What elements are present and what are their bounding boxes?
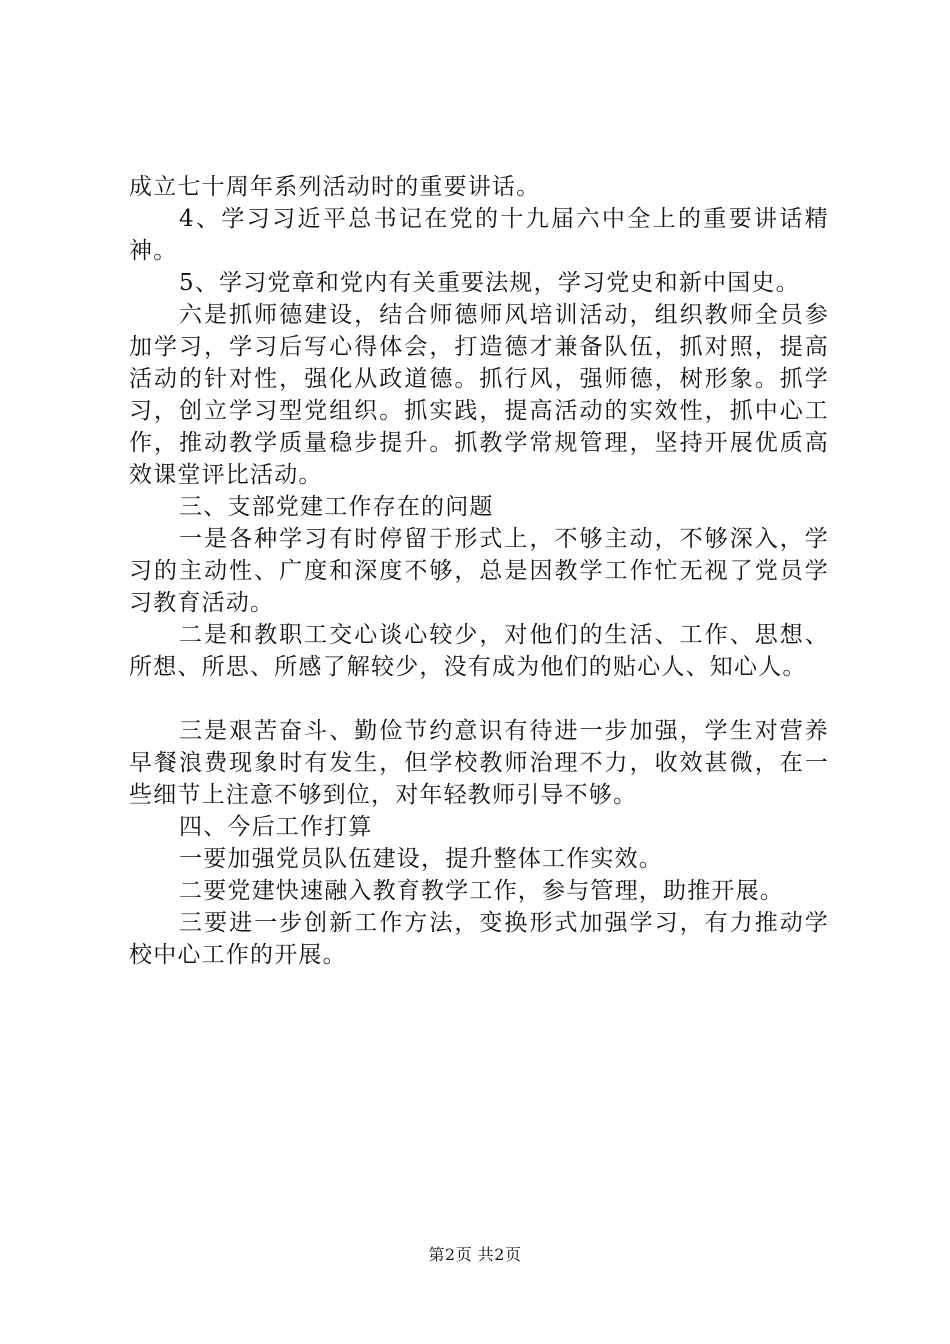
paragraph-plan-3: 三要进一步创新工作方法，变换形式加强学习，有力推动学校中心工作的开展。 [129,910,829,968]
document-body [129,171,829,971]
section-heading-problems: 三、支部党建工作存在的问题 [179,494,494,520]
section-heading-plans: 四、今后工作打算 [179,814,373,840]
paragraph-item-4: 4、学习习近平总书记在党的十九届六中全上的重要讲话精神。 [129,206,829,264]
paragraph-item-5: 5、学习党章和党内有关重要法规，学习党史和新中国史。 [179,270,800,296]
paragraph-teacher-ethics: 六是抓师德建设，结合师德师风培训活动，组织教师全员参加学习，学习后写心得体会，打造德才兼备队伍，抓对照，提高活动的针对性，强化从政道德。抓行风，强师德，树形象。抓学习，创立学习型党组织。抓实践，提高活动的实效性，抓中心工作，推动教学质量稳步提升。抓教学常规管理，坚持开展优质高效课堂评比活动。 [129,302,829,488]
paragraph-problem-1: 一是各种学习有时停留于形式上，不够主动，不够深入，学习的主动性、广度和深度不够，总是因教学工作忙无视了党员学习教育活动。 [129,526,829,616]
paragraph-problem-3: 三是艰苦奋斗、勤俭节约意识有待进一步加强，学生对营养早餐浪费现象时有发生，但学校教师治理不力，收效甚微，在一些细节上注意不够到位，对年轻教师引导不够。 [129,718,829,808]
paragraph-continuation: 成立七十周年系列活动时的重要讲话。 [129,174,541,200]
paragraph-plan-2: 二要党建快速融入教育教学工作，参与管理，助推开展。 [179,878,784,904]
paragraph-plan-1: 一要加强党员队伍建设，提升整体工作实效。 [179,846,663,872]
paragraph-problem-2: 二是和教职工交心谈心较少，对他们的生活、工作、思想、所想、所思、所感了解较少，没有成为他们的贴心人、知心人。 [129,622,829,680]
page-number-footer: 第2页 共2页 [428,1245,522,1264]
